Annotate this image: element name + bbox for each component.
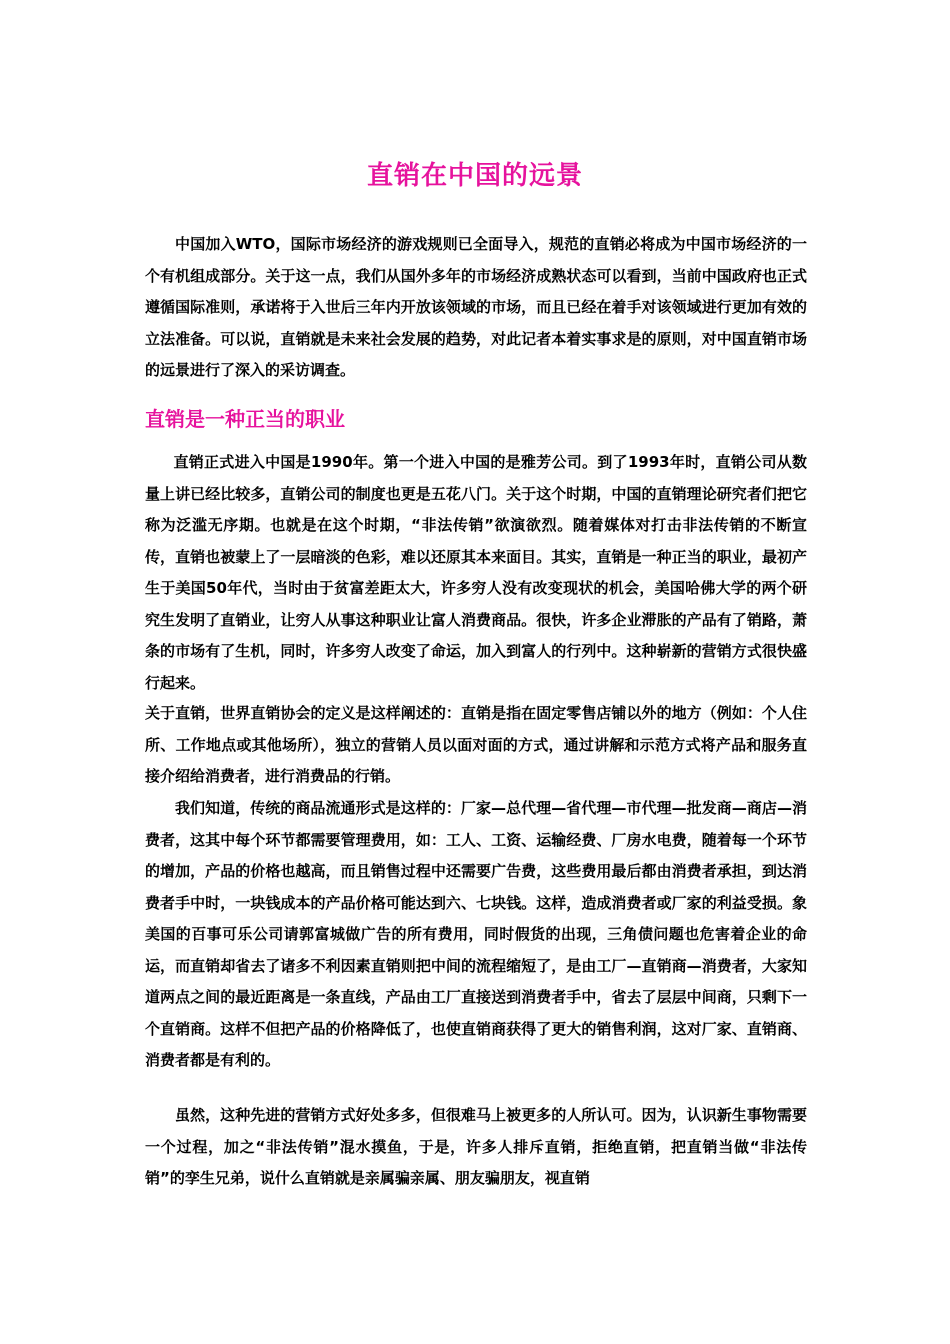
section-heading: 直销是一种正当的职业 xyxy=(145,407,345,431)
body-paragraph: 关于直销，世界直销协会的定义是这样阐述的：直销是指在固定零售店铺以外的地方（例如：个人住所、工作地点或其他场所），独立的营销人员以面对面的方式，通过讲解和示范方式将产品和服务直接介绍给消费者，进行消费品的行销。 xyxy=(145,704,807,785)
document-title: 直销在中国的远景 xyxy=(366,161,583,191)
body-paragraph: 我们知道，传统的商品流通形式是这样的：厂家—总代理—省代理—市代理—批发商—商店—消费者，这其中每个环节都需要管理费用，如：工人、工资、运输经费、厂房水电费，随着每一个环节的增加，产品的价格也越高，而且销售过程中还需要广告费，这些费用最后都由消费者承担，到达消费者手中时，一块钱成本的产品价格可能达到六、七块钱。这样，造成消费者或厂家的利益受损。象美国的百事可乐公司请郭富城做广告的所有费用，同时假货的出现，三角债问题也危害着企业的命运，而直销却省去了诸多不利因素直销则把中间的流程缩短了，是由工厂—直销商—消费者，大家知道两点之间的最近距离是一条直线，产品由工厂直接送到消费者手中，省去了层层中间商，只剩下一个直销商。这样不但把产品的价格降低了，也使直销商获得了更大的销售利润，这对厂家、直销商、消费者都是有利的。 xyxy=(145,799,807,1069)
body-paragraph: 直销正式进入中国是1990年。第一个进入中国的是雅芳公司。到了1993年时，直销公司从数量上讲已经比较多，直销公司的制度也更是五花八门。关于这个时期，中国的直销理论研究者们把它称为泛滥无序期。也就是在这个时期，“非法传销”欲演欲烈。随着媒体对打击非法传销的不断宣传，直销也被蒙上了一层暗淡的色彩，难以还原其本来面目。其实，直销是一种正当的职业，最初产生于美国50年代，当时由于贫富差距太大，许多穷人没有改变现状的机会，美国哈佛大学的两个研究生发明了直销业，让穷人从事这种职业让富人消费商品。很快，许多企业滞胀的产品有了销路，萧条的市场有了生机，同时，许多穷人改变了命运，加入到富人的行列中。这种崭新的营销方式很快盛行起来。 xyxy=(145,453,807,692)
intro-paragraph: 中国加入WTO，国际市场经济的游戏规则已全面导入，规范的直销必将成为中国市场经济的一个有机组成部分。关于这一点，我们从国外多年的市场经济成熟状态可以看到，当前中国政府也正式遵循国际准则，承诺将于入世后三年内开放该领域的市场，而且已经在着手对该领域进行更加有效的立法准备。可以说，直销就是未来社会发展的趋势，对此记者本着实事求是的原则，对中国直销市场的远景进行了深入的采访调查。 xyxy=(145,235,807,379)
body-paragraph: 虽然，这种先进的营销方式好处多多，但很难马上被更多的人所认可。因为，认识新生事物需要一个过程，加之“非法传销”混水摸鱼，于是，许多人排斥直销，拒绝直销，把直销当做“非法传销”的孪生兄弟，说什么直销就是亲属骗亲属、朋友骗朋友，视直销 xyxy=(145,1106,807,1187)
